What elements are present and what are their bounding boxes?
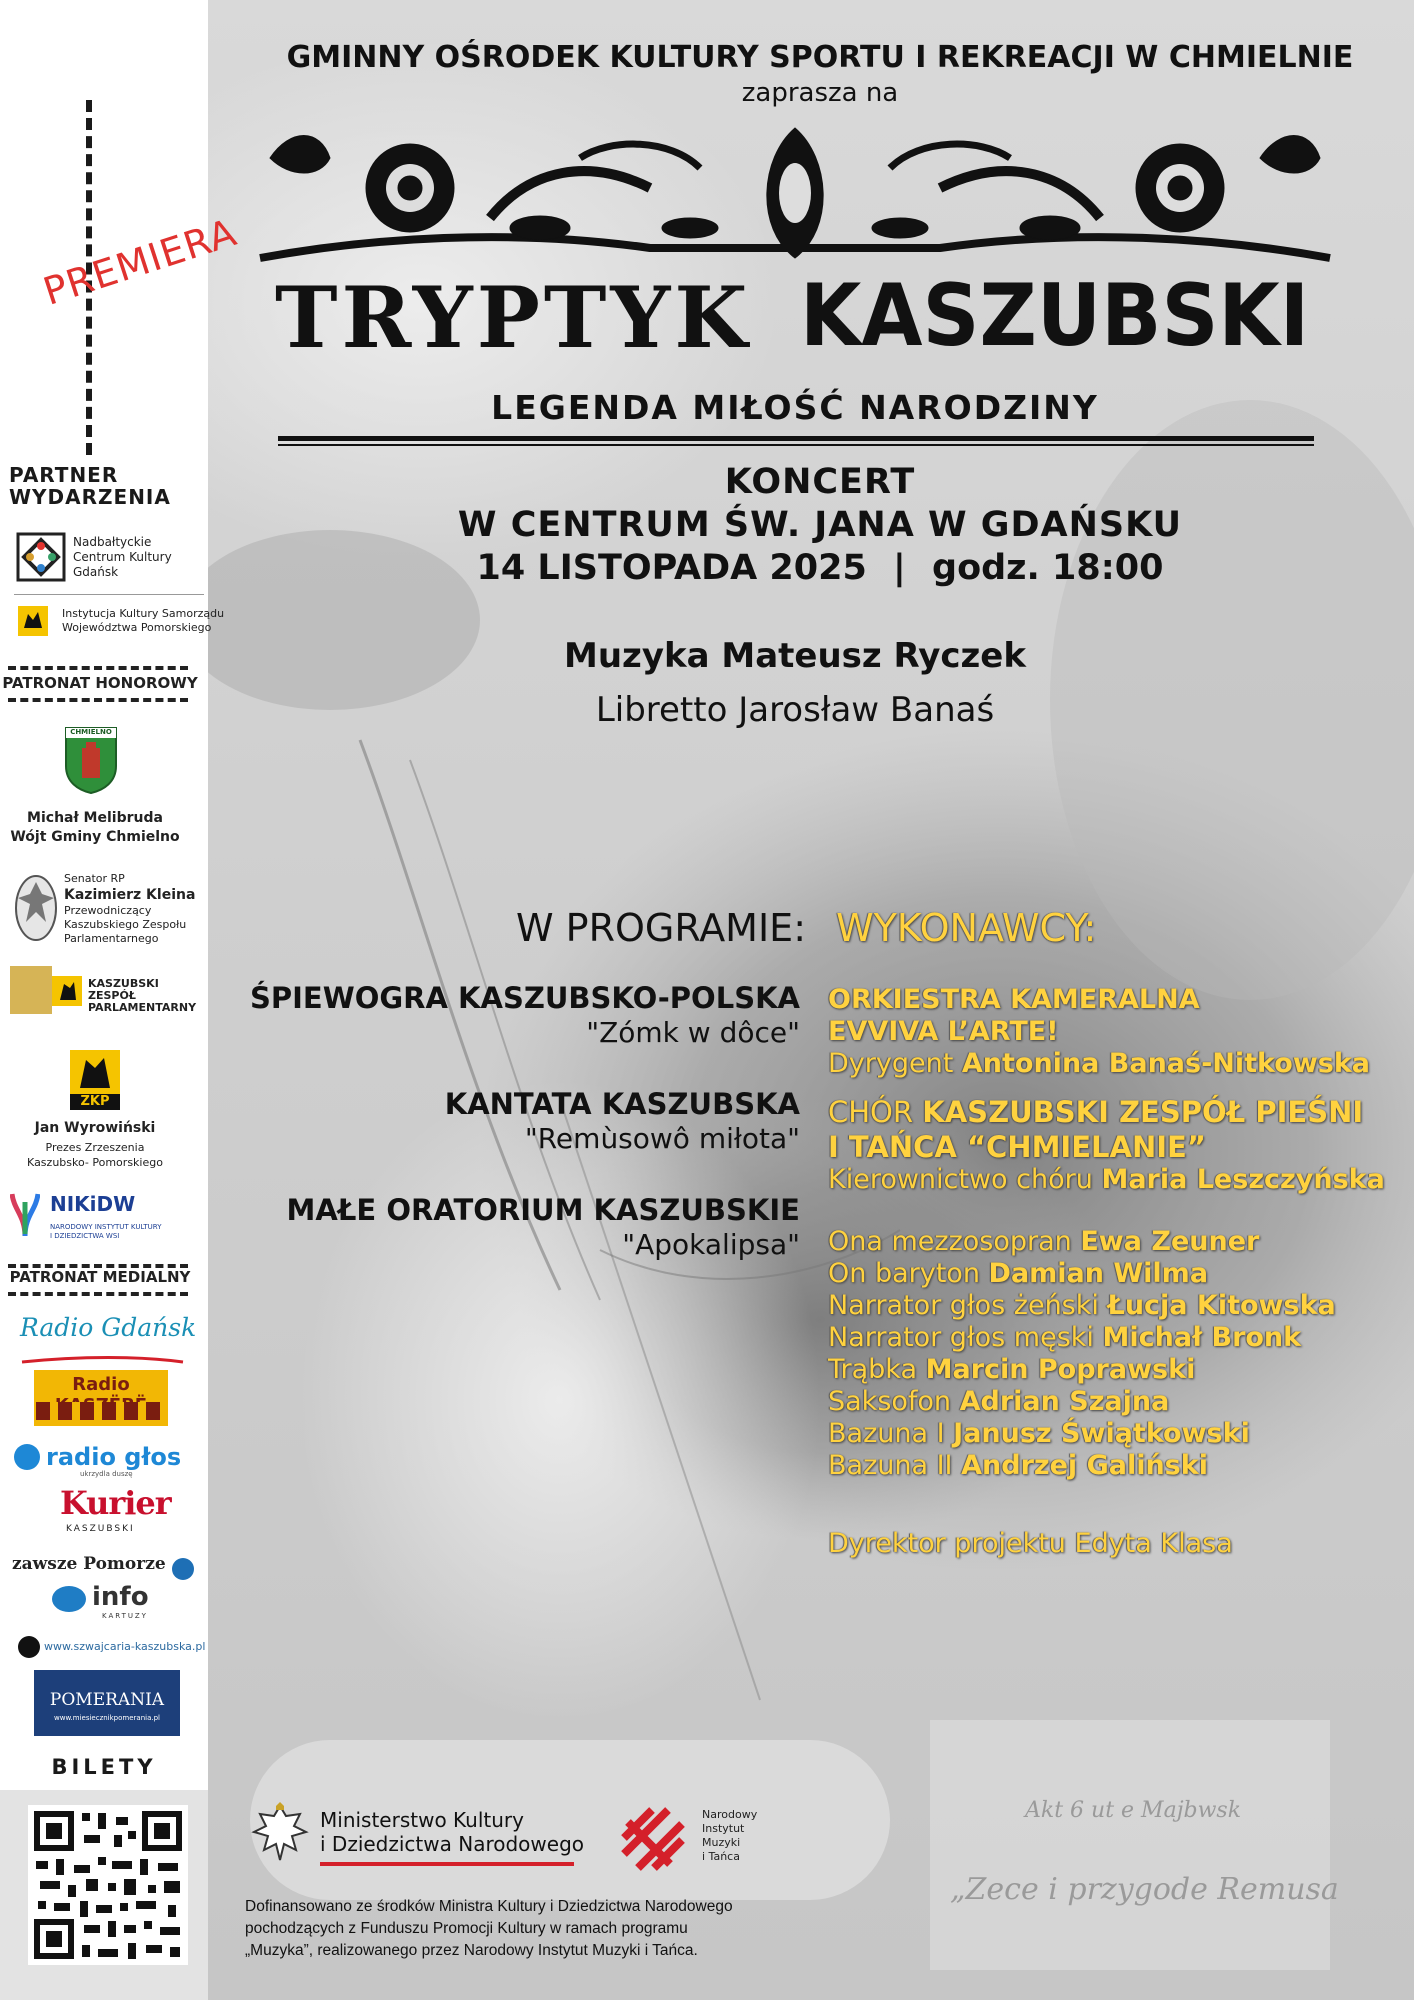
parliament-gold-icon [10, 966, 52, 1014]
invites-text: zaprasza na [741, 78, 899, 108]
nikidw-logo-icon [10, 1186, 40, 1238]
program-item: ŚPIEWOGRA KASZUBSKO-POLSKA "Zómk w dôce" [249, 981, 800, 1049]
partner1-text: Nadbałtyckie Centrum Kultury Gdańsk [73, 535, 172, 579]
radio-glos-icon [14, 1444, 40, 1470]
program-item: KANTATA KASZUBSKA "Remùsowô miłota" [444, 1087, 800, 1155]
info-logo: info [92, 1582, 149, 1612]
dashed-divider [8, 1292, 188, 1296]
soloist: Bazuna I Janusz Świątkowski [828, 1418, 1250, 1449]
title-kaszubski: KASZUBSKI [800, 266, 1310, 366]
radio-glos-sub: ukrzydla duszę [80, 1470, 133, 1478]
dashed-divider [8, 698, 188, 702]
radio-gdansk-logo: Radio Gdańsk [20, 1313, 197, 1342]
soloist: Saksofon Adrian Szajna [828, 1386, 1170, 1417]
polish-eagle-icon [250, 1802, 310, 1868]
senate-eagle-icon [12, 868, 60, 946]
folk-floral-ornament [250, 118, 1340, 268]
honorary-heading: PATRONAT HONOROWY [2, 674, 198, 692]
soloist: Trąbka Marcin Poprawski [828, 1354, 1196, 1385]
handwritten-note-line1: Akt 6 ut e Majbwsk [1025, 1798, 1242, 1823]
patron2-text: Senator RP Kazimierz Kleina Przewodniczący Kaszubskiego Zespołu Parlamentarnego [64, 872, 196, 945]
soloist: Bazuna II Andrzej Galiński [828, 1450, 1208, 1481]
soloist: Narrator głos żeński Łucja Kitowska [828, 1290, 1336, 1321]
premiere-label: PREMIERA [38, 210, 243, 314]
nikidw-sub: NARODOWY INSTYTUT KULTURY I DZIEDZICTWA WSI [50, 1223, 162, 1240]
pomerania-text: POMERANIA [49, 1690, 165, 1710]
info-sub: KARTUZY [102, 1612, 148, 1620]
music-credit: Muzyka Mateusz Ryczek [564, 636, 1026, 676]
project-director: Dyrektor projektu Edyta Klasa [828, 1528, 1233, 1559]
program-list [180, 980, 800, 1262]
nimit-logo-icon [618, 1804, 688, 1874]
patron1-title: Wójt Gminy Chmielno [10, 829, 180, 845]
event-date-time: 14 LISTOPADA 2025 | godz. 18:00 [476, 548, 1164, 588]
partner2-text: Instytucja Kultury Samorządu Województwa Pomorskiego [62, 607, 225, 634]
patron1-name: Michał Melibruda [27, 810, 163, 826]
soloist: Ona mezzosopran Ewa Zeuner [828, 1226, 1260, 1257]
funding-note: Dofinansowano ze środków Ministra Kultury i Dziedzictwa Narodowego pochodzących z Funduszu Promocji Kultury w ramach programu „Muzyka”, realizowanego przez Narodowy Instytut Muzyki i Tańca. [245, 1898, 733, 1959]
organizer: GMINNY OŚRODEK KULTURY SPORTU I REKREACJI W CHMIELNIE [286, 40, 1354, 75]
zawsze-pomorze-icon [172, 1558, 194, 1580]
media-heading: PATRONAT MEDIALNY [9, 1268, 191, 1286]
crest-label: CHMIELNO [70, 728, 112, 736]
libretto-credit: Libretto Jarosław Banaś [595, 690, 995, 730]
zkp-label: ZKP [80, 1094, 110, 1109]
partner-heading: PARTNER WYDARZENIA [9, 463, 171, 509]
ministry-red-line [320, 1862, 574, 1866]
radio-kaszebe-text: Radio [72, 1374, 130, 1395]
nikidw-name: NIKiDW [50, 1192, 136, 1216]
subtitle: LEGENDA MIŁOŚĆ NARODZINY [491, 388, 1099, 427]
pomorskie-logo-icon [18, 606, 48, 636]
radio-kaszebe-frequencies-icon [36, 1402, 166, 1420]
kurier-logo: Kurier [60, 1484, 171, 1522]
performers-heading: WYKONAWCY: [836, 906, 1097, 950]
soloist: On baryton Damian Wilma [828, 1258, 1209, 1289]
handwritten-note-line2: „Zece i przygode Remusa [950, 1872, 1339, 1907]
divider [14, 594, 204, 595]
program-heading: W PROGRAMIE: [516, 906, 806, 950]
event-venue: W CENTRUM ŚW. JANA W GDAŃSKU [457, 505, 1183, 545]
kurier-sub: KASZUBSKI [66, 1524, 135, 1534]
nck-logo-icon [16, 532, 66, 582]
radio-glos-logo: radio głos [46, 1443, 182, 1471]
event-line1: KONCERT [724, 462, 916, 502]
dashed-divider [8, 666, 188, 670]
tickets-heading: BILETY [51, 1755, 157, 1779]
patron4-text: Prezes Zrzeszenia Kaszubsko- Pomorskiego [27, 1141, 163, 1169]
info-bubble-icon [52, 1586, 86, 1612]
chmielno-crest-icon [64, 726, 118, 794]
title-rule-thin [278, 444, 1314, 446]
patron3-text: KASZUBSKI ZESPÓŁ PARLAMENTARNY [88, 977, 197, 1014]
nimit-name: Narodowy Instytut Muzyki i Tańca [702, 1808, 758, 1863]
pomerania-sub: www.miesiecznikpomerania.pl [54, 1714, 160, 1722]
performers-list: ORKIESTRA KAMERALNA EVVIVA L’ARTE! Dyrygent Antonina Banaś-Nitkowska CHÓR KASZUBSKI ZESPÓŁ PIEŚNI I TAŃCA “CHMIELANIE” Kierownictwo chóru Maria Leszczyńska Ona mezzosopran Ewa Zeuner On baryton Damian Wilma Narrator głos żeński Łucja Kitowska Narrator głos męski Michał Bronk Trąbka Marcin Poprawski Saksofon Adrian Szajna Bazuna I Janusz Świątkowski Bazuna II Andrzej Galiński Dyrektor projektu Edyta Klasa [828, 984, 1388, 1560]
program-item: MAŁE ORATORIUM KASZUBSKIE "Apokalipsa" [286, 1193, 800, 1261]
szwajcaria-logo-icon [18, 1636, 40, 1658]
soloist: Narrator głos męski Michał Bronk [828, 1322, 1302, 1353]
szwajcaria-url: www.szwajcaria-kaszubska.pl [44, 1640, 206, 1653]
title-tryptyk: TRYPTYK [275, 268, 752, 367]
radio-gdansk-swoosh-icon [20, 1349, 185, 1357]
ministry-name: Ministerstwo Kultury i Dziedzictwa Narodowego [320, 1808, 584, 1856]
griffin-yellow-icon [52, 976, 82, 1006]
patron4-name: Jan Wyrowiński [34, 1120, 156, 1136]
title-rule [278, 436, 1314, 441]
tickets-qr-code[interactable] [28, 1805, 188, 1965]
zawsze-pomorze-logo: zawsze Pomorze [12, 1554, 166, 1574]
